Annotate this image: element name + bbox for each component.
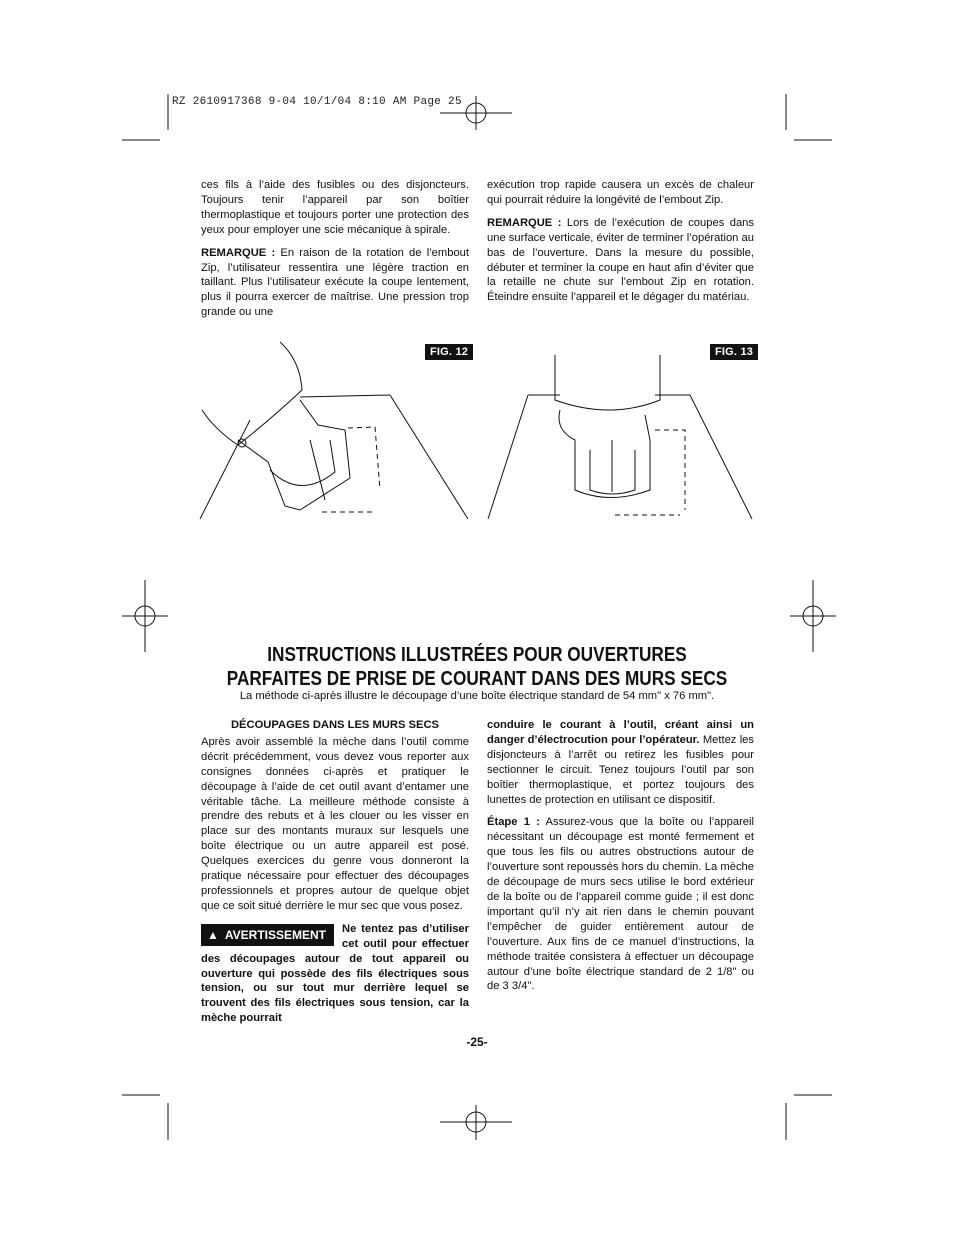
warning-triangle-icon: ▲ — [207, 927, 219, 942]
page-number: -25- — [466, 1035, 488, 1049]
page-heading-line1: INSTRUCTIONS ILLUSTRÉES POUR OUVERTURES — [267, 644, 687, 666]
fig13-drawing — [488, 355, 752, 519]
top-right-column — [487, 178, 754, 313]
page-heading-line2: PARFAITES DE PRISE DE COURANT DANS DES MURS SECS — [226, 668, 728, 690]
registration-target — [790, 580, 836, 652]
section-title: DÉCOUPAGES DANS LES MURS SECS — [230, 719, 440, 731]
remark-text: En raison de la rotation de l’embout Zip, l’utilisateur ressentira une légère traction en taillant. Plus l’utilisateur exécute la coupe lentement, plus il pourra exercer de maîtrise. Une pression trop grande ou une — [201, 246, 469, 319]
step-text: Assurez-vous que la boîte ou l’appareil nécessitant un découpage est monté fermement et que tous les fils ou autres obstructions autour de l’ouverture sont repoussés hors du chemin. La mèche de découpage de murs secs utilise le bord extérieur de la boîte ou de l’appareil comme guide ; il est donc important qu’il n’y ait rien dans le chemin pouvant l’empêcher de guider entièrement autour de l’ouverture. Aux fins de ce manuel d’instructions, la méthode traitée consistera à effectuer un découpage autour d’une boîte électrique standard de 2 1/8" ou de 3 3/4". — [487, 816, 754, 993]
warning-paragraph — [201, 922, 469, 1026]
warning-label: AVERTISSEMENT — [224, 927, 327, 942]
bottom-left-column — [201, 718, 469, 1034]
paragraph: exécution trop rapide causera un excès de chaleur qui pourrait réduire la longévité de l’embout Zip. — [487, 179, 754, 206]
fig12-drawing — [200, 342, 468, 519]
warning-text: Ne tentez pas d’utiliser cet outil pour effectuer des découpages autour de tout appareil ou ouverture qui possède des fils électriques sous tension, ou sur tout mur derrière lequel se trouvent des fils électriques sous tension, car la mèche pourrait — [201, 922, 469, 1025]
top-left-column — [201, 178, 469, 328]
paragraph — [487, 216, 754, 305]
paragraph — [487, 815, 754, 994]
remark-label: REMARQUE : — [487, 216, 562, 229]
registration-target — [122, 580, 168, 652]
remark-label: REMARQUE : — [201, 246, 276, 259]
remark-text: Lors de l’exécution de coupes dans une surface verticale, éviter de terminer l’opération au bas de l’ouverture. Dans la mesure du possible, débuter et terminer la coupe en haut afin d’éviter que la retaille ne chute sur l’embout Zip en rotation. Éteindre ensuite l’appareil et le dégager du matériau. — [487, 216, 754, 304]
paragraph-text: Mettez les disjoncteurs à l’arrêt ou retirez les fusibles pour sectionner le circuit. Tenez toujours l’outil par son boîtier thermoplastique, et portez toujours des lunettes de protection en utilisant ce dispositif. — [487, 733, 754, 806]
step-label: Étape 1 : — [487, 816, 540, 829]
paragraph — [201, 246, 469, 321]
danger-text: conduire le courant à l’outil, créant ainsi un danger d’électrocution pour l’opérateur. — [487, 719, 754, 746]
bottom-right-column — [487, 718, 754, 1002]
paragraph: Après avoir assemblé la mèche dans l’outil comme décrit précédemment, vous devez vous reporter aux consignes données ci-après et pratiquer le découpage à l’aide de cet outil avant d’entamer une véritable tâche. La meilleure méthode consiste à prendre des rebuts et à les clouer ou les visser en place sur des montants muraux sur lesquels une boîte électrique ou un autre appareil est posé. Quelques exercices du genre vous donneront la pratique nécessaire pour effectuer des découpages professionnels et propres autour de quelque objet que ce soit situé derrière le mur sec que vous posez. — [201, 735, 469, 912]
warning-badge — [201, 924, 334, 946]
registration-target — [440, 1105, 512, 1140]
paragraph: ces fils à l’aide des fusibles ou des disjoncteurs. Toujours tenir l’appareil par son boîtier thermoplastique et toujours porter une protection des yeux pour employer une scie mécanique à spirale. — [201, 179, 469, 236]
page-subheading: La méthode ci-après illustre le découpage d’une boîte électrique standard de 54 mm" x 76 mm". — [239, 690, 715, 702]
fig13-label: FIG. 13 — [710, 344, 758, 360]
fig12-label: FIG. 12 — [425, 344, 473, 360]
printer-slug: RZ 2610917368 9-04 10/1/04 8:10 AM Page 25 — [172, 96, 462, 108]
paragraph — [487, 718, 754, 807]
